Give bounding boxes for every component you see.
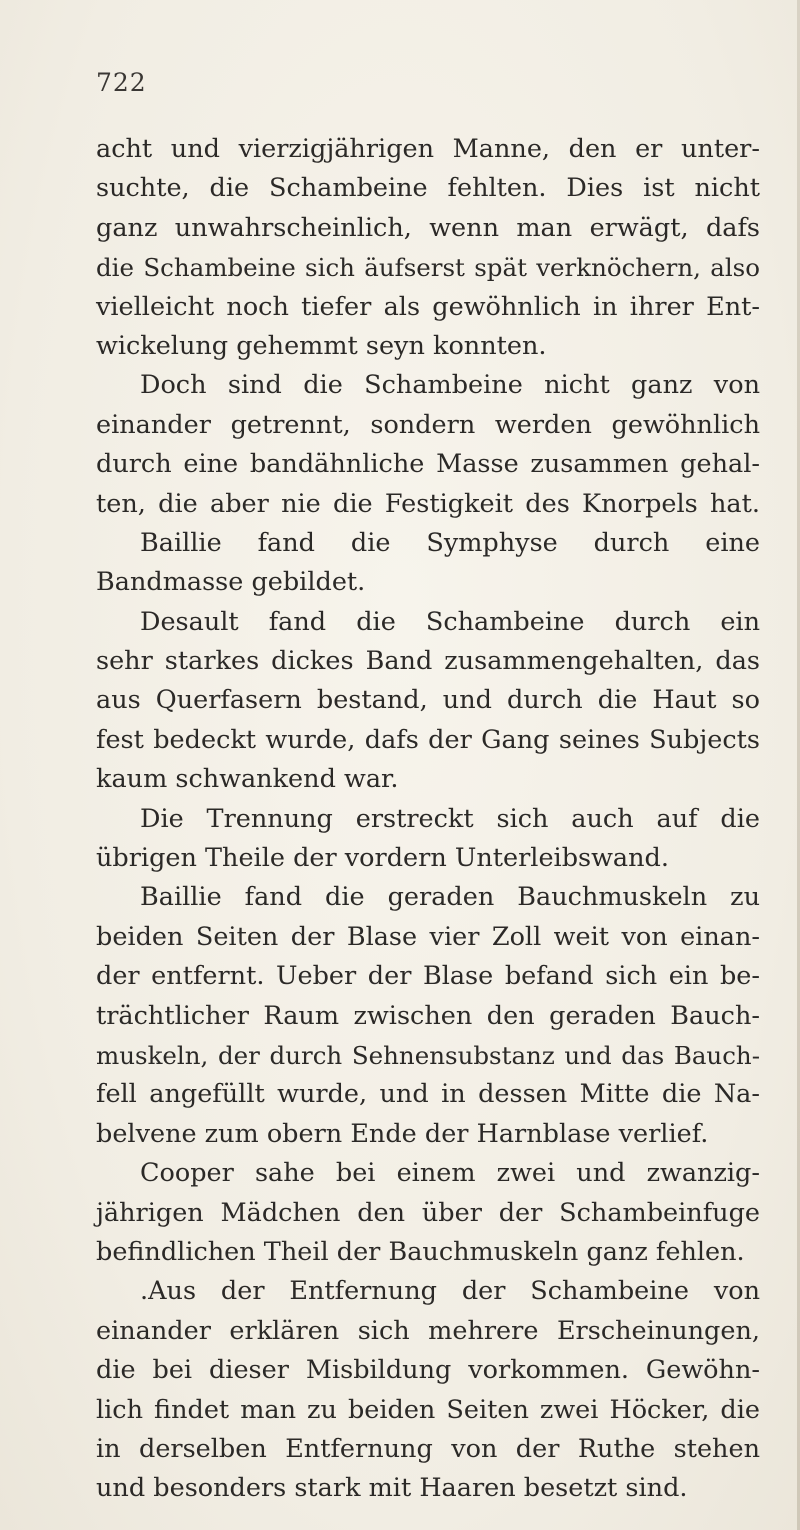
text-line: beiden Seiten der Blase vier Zoll weit von einan- [96,921,760,952]
text-line: muskeln, der durch Sehnensubstanz und das Bauch- [96,1040,760,1070]
text-line: fest bedeckt wurde, dafs der Gang seines Subjects [96,724,760,755]
text-line: trächtlicher Raum zwischen den geraden Bauch- [96,1000,760,1031]
text-line: einander getrennt, sondern werden gewöhnlich [96,409,760,440]
text-line: jährigen Mädchen den über der Schambeinfuge [96,1197,760,1228]
text-line: befindlichen Theil der Bauchmuskeln ganz fehlen. [96,1236,745,1267]
text-line: der entfernt. Ueber der Blase befand sich ein be- [96,961,760,992]
text-line: Doch sind die Schambeine nicht ganz von [140,370,760,401]
text-line: einander erklären sich mehrere Erscheinungen, [96,1315,760,1346]
text-line: fell angefüllt wurde, und in dessen Mitte die Na- [96,1079,760,1110]
text-line: übrigen Theile der vordern Unterleibswand. [96,843,669,874]
text-line: Cooper sahe bei einem zwei und zwanzig- [140,1158,760,1189]
text-line: die Schambeine sich äufserst spät verknöchern, also [96,253,760,283]
text-line: Baillie fand die Symphyse durch eine [140,527,760,558]
text-line: ten, die aber nie die Festigkeit des Knorpels hat. [96,488,760,519]
text-line: durch eine bandähnliche Masse zusammen gehal- [96,449,760,480]
text-line: aus Querfasern bestand, und durch die Haut so [96,685,760,716]
text-line: acht und vierzigjährigen Manne, den er unter- [96,134,760,164]
text-line: die bei dieser Misbildung vorkommen. Gewöhn- [96,1355,760,1386]
text-line: ganz unwahrscheinlich, wenn man erwägt, dafs [96,212,760,243]
body-text [96,130,760,1509]
page-number: 722 [96,68,147,97]
text-line: suchte, die Schambeine fehlten. Dies ist nicht [96,173,760,204]
text-line: vielleicht noch tiefer als gewöhnlich in ihrer Ent- [96,291,760,322]
text-line: .Aus der Entfernung der Schambeine von [140,1276,760,1307]
text-line: und besonders stark mit Haaren besetzt sind. [96,1473,688,1504]
text-line: in derselben Entfernung von der Ruthe stehen [96,1433,760,1464]
text-line: Bandmasse gebildet. [96,567,366,598]
text-line: Baillie fand die geraden Bauchmuskeln zu [140,882,760,913]
text-line: sehr starkes dickes Band zusammengehalten, das [96,646,760,677]
text-line: belvene zum obern Ende der Harnblase verlief. [96,1118,709,1149]
text-line: kaum schwankend war. [96,764,399,795]
text-line: wickelung gehemmt seyn konnten. [96,330,547,361]
text-line: Desault fand die Schambeine durch ein [140,606,760,637]
text-line: Die Trennung erstreckt sich auch auf die [140,803,760,834]
text-line: lich findet man zu beiden Seiten zwei Höcker, die [96,1394,760,1425]
